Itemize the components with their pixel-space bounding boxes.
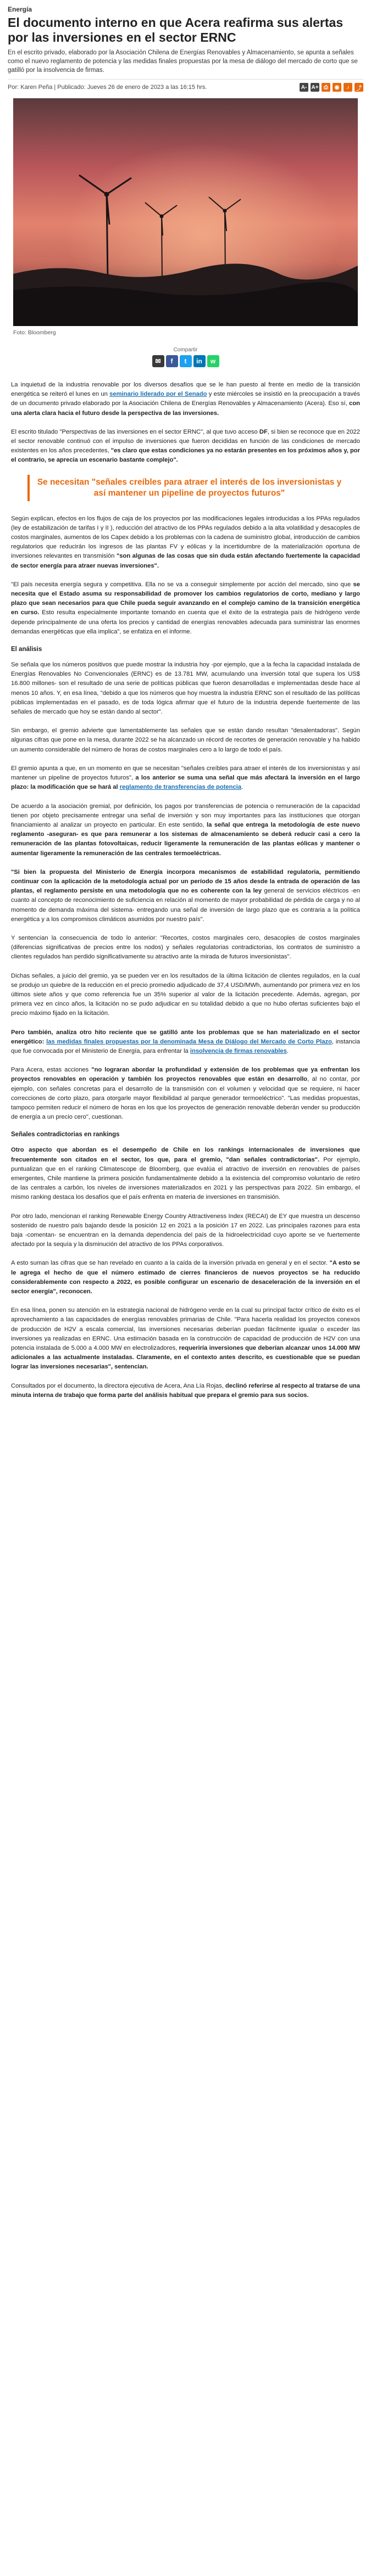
bold-text: DF <box>259 428 268 435</box>
text-run: , si bien se reconoce que en 2022 el sector renovable continuó con el impulso de inversiones que fueron decididas en función de las condiciones de mercado existentes en los años precedentes, <box>11 428 360 454</box>
text-run: El gremio apunta a que, en un momento en que se necesitan "señales creíbles para atraer el interés de los inversionistas y así mantener un pipeline de proyectos futuros", <box>11 765 360 782</box>
text-run: Sin embargo, el gremio advierte que lamentablemente las señales que se están dando resultan "desalentadoras". Según algunas cifras que pone en la mesa, durante 2022 se ha alcanzado un récord de recortes de generación renovable y ha habido un aumento considerable del número de horas de costos marginales cero a lo largo de todo el país. <box>11 727 360 753</box>
subheading: Señales contradictorias en rankings <box>11 1131 120 1138</box>
paragraph <box>11 802 360 858</box>
share-icon[interactable]: ⤴ <box>355 83 363 92</box>
hero-image <box>13 98 358 326</box>
section-tag[interactable]: Energía <box>8 5 32 13</box>
bold-text: con una alerta clara hacia el futuro desde la perspectiva de las inversiones. <box>11 400 360 417</box>
text-run: El escrito titulado "Perspectivas de las inversiones en el sector ERNC", al que tuvo acceso <box>11 428 259 435</box>
print-icon[interactable]: ⎙ <box>322 83 330 92</box>
text-run: La inquietud de la industria renovable por los diversos desafíos que se le han puesto al frente en medio de la transición energética se reiteró el lunes en un <box>11 381 360 398</box>
text-run: Esto resulta especialmente importante tomando en cuenta que el éxito de la estrategia país de hidrógeno verde depende principalmente de una oferta los precios y cantidad de energías renovables adecuada para suministrar las enormes demandas energéticas que ella implica", se enfatiza en el informe. <box>11 609 360 635</box>
paragraph <box>11 1212 360 1250</box>
image-caption: Foto: Bloomberg <box>13 329 56 336</box>
bold-text: "A esto se le agrega el hecho de que el número estimado de cierres financieros de nuevos proyectos se ha reducido considerablemente con respecto a 2022, es posible configurar un escenario de desaceleración de la inversión en el sector energía", reconocen. <box>11 1260 361 1295</box>
inline-link[interactable]: las medidas finales propuestas por la denominada Mesa de Diálogo del Mercado de Corto Plazo <box>46 1038 332 1045</box>
share-facebook-icon[interactable]: f <box>166 355 178 367</box>
text-run: "El país necesita energía segura y competitiva. Ella no se va a conseguir simplemente por acción del mercado, sino que <box>11 581 353 588</box>
bold-text: "Si bien la propuesta del Ministerio de Energía incorpora mecanismos de estabilidad regulatoria, permitiendo continuar con la aplicación de la metodología actual por un período de 15 años desde la entrada de operación de las plantas, el reglamento persiste en una metodología que no es coherente con la ley <box>11 868 360 895</box>
paragraph <box>11 868 360 924</box>
text-run: . <box>286 1047 289 1054</box>
share-buttons <box>152 355 219 367</box>
bold-text: Otro aspecto que abordan es el desempeño de Chile en los rankings internacionales de inversiones que frecuentemente son citados en el sector, los que, para el gremio, "dan señales contradictorias". <box>11 1147 360 1163</box>
font-decrease-button[interactable]: A- <box>300 83 308 92</box>
paragraph <box>11 1065 360 1122</box>
share-linkedin-icon[interactable]: in <box>193 355 206 367</box>
article-lede: En el escrito privado, elaborado por la Asociación Chilena de Energías Renovables y Almacenamiento, se apunta a señales como el nuevo reglamento de potencia y las medidas finales propuestas por la mesa de diálogo del mercado de corto que se gatilló por la insolvencia de firmas. <box>8 49 358 74</box>
pull-quote: Se necesitan "señales creíbles para atraer el interés de los inversionistas y así mantener un pipeline de proyectos futuros" <box>27 475 344 501</box>
text-run: y este miércoles se insistió en la preocupación a través de un documento privado elaborado por la Asociación Chilena de Energías Renovables y Almacenamiento (Acera). Eso sí, <box>11 391 360 407</box>
toolbar <box>300 83 363 92</box>
bold-text: Pero también, analiza otro hito reciente que se gatilló ante los problemas que se han materializado en el sector energético: <box>11 1029 360 1045</box>
paragraph <box>11 580 360 637</box>
subheading: El análisis <box>11 646 42 653</box>
bold-text: se necesita que el Estado asuma su responsabilidad de promover los cambios regulatorios de corto, mediano y largo plazo que sean necesarios para que Chile pueda seguir avanzando en el complejo camino de la transición energética en curso. <box>11 581 360 616</box>
inline-link[interactable]: seminario liderado por el Senado <box>109 391 207 398</box>
paragraph <box>11 1146 360 1202</box>
inline-link[interactable]: insolvencia de firmas renovables <box>190 1047 287 1054</box>
text-run: Dichas señales, a juicio del gremio, ya se pueden ver en los resultados de la última licitación de clientes regulados, en la cual se produjo un quiebre de la reducción en el precio promedio adjudicado de 37,4 USD/MWh, aumentando por primera vez en los últimos siete años y que como referencia fue un 35% superior al valor de la licitación precedente. Además, agregan, por primera vez en cinco años, la licitación no se pudo adjudicar en su totalidad debido a que no hubo ofertas suficientes bajo el precio máximo fijado en la licitación. <box>11 972 360 1017</box>
paragraph <box>11 660 360 717</box>
article-body <box>8 380 363 1400</box>
share-label: Compartir <box>173 347 198 353</box>
share-whatsapp-icon[interactable]: w <box>207 355 219 367</box>
bold-text: "son algunas de las cosas que sin duda están afectando fuertemente la capacidad de sector energía para atraer nuevas inversiones". <box>11 553 360 569</box>
text-run: De acuerdo a la asociación gremial, por definición, los pagos por transferencias de potencia o remuneración de la capacidad tienen por objeto precisamente entregar una señal de inversión y son muy importantes para las instituciones que otorgan financiamiento al analizar un proyecto en particular. En este sentido, <box>11 802 360 828</box>
bold-text: declinó referirse al respecto al tratarse de una minuta interna de trabajo que forma parte del análisis habitual que prepara el gremio para sus socios. <box>11 1382 360 1399</box>
audio-icon[interactable]: ♪ <box>344 83 352 92</box>
byline-row <box>8 79 363 94</box>
paragraph <box>11 428 360 465</box>
text-run: Por otro lado, mencionan el ranking Renewable Energy Country Attractiveness Index (RECAI) de EY que muestra un descenso sostenido de nuestro país bajando desde la posición 12 en 2021 a la posición 17 en 2022. Las principales razones para esta baja -comentan- se encuentran en la demanda dependencia del país de la hidroelectricidad cuyo aporte se ve fuertemente afectado por la sequía y la disminución del atractivo de los PPAs corporativos. <box>11 1213 360 1248</box>
paragraph <box>11 764 360 793</box>
paragraph <box>11 1028 360 1057</box>
paragraph <box>11 1306 360 1372</box>
bold-text: requeriría inversiones que deberían alcanzar unos 14.000 MW adicionales a las actualmente instaladas. Claramente, en el contexto antes descrito, es cuestionable que se puedan lograr las inversiones necesarias", sentencian. <box>11 1345 360 1371</box>
paragraph <box>11 934 360 962</box>
bold-text: la señal que entrega la metodología de este nuevo reglamento -aseguran- es que para remunerar a los sistemas de almacenamiento se deberá reducir casi a cero la remuneración de las plantas fotovoltaicas, reducir ligeramente la remuneración de las plantas eólicas y mantener o aumentar ligeramente la remuneración de las centrales termoeléctricas. <box>11 821 360 857</box>
paragraph <box>11 1259 360 1297</box>
font-increase-button[interactable]: A+ <box>311 83 319 92</box>
share-email-icon[interactable]: ✉ <box>152 355 164 367</box>
paragraph <box>11 514 360 571</box>
text-run: Consultados por el documento, la directora ejecutiva de Acera, Ana Lía Rojas, <box>11 1382 225 1389</box>
text-run: Se señala que los números positivos que puede mostrar la industria hoy -por ejemplo, que a la fecha la capacidad instalada de Energías Renovables No Convencionales (ERNC) es de 13.781 MW, acumulando una inversión total que supera los US$ 16.800 millones- son el resultado de una serie de políticas públicas que fueron desarrolladas e implementadas desde hace al menos 10 años. Y, en esa línea, "debido a que los números que hoy muestra la industria ERNC son el resultado de las políticas públicas implementadas en el pasado, es de toda lógica afirmar que el futuro de la industria depende fuertemente de las señales de mercado que hoy se están dando al sector". <box>11 661 360 716</box>
share-block <box>8 347 363 367</box>
share-twitter-icon[interactable]: t <box>180 355 192 367</box>
rss-icon[interactable]: ◉ <box>333 83 341 92</box>
bold-text: "es claro que estas condiciones ya no estarán presentes en los próximos años y, por el contrario, se aprecia un escenario bastante complejo". <box>11 447 360 464</box>
text-run: Según explican, efectos en los flujos de caja de los proyectos por las modificaciones legales introducidas a los PPAs regulados (ley de estabilización de tarifas I y II ), reducción del atractivo de los PPAs regulados debido a la alta volatilidad y desacoples de costos marginales, aumentos de los Capex debido a los problemas con la cadena de suministro global, introducción de cambios regulatorios que reducirán los ingresos de las plantas FV y eólicas y la incertidumbre de la materialización oportuna de inversiones relevantes en transmisión <box>11 515 360 560</box>
text-run: A esto suman las cifras que se han revelado en cuanto a la caída de la inversión privada en general y en el sector. <box>11 1260 330 1267</box>
inline-link[interactable]: reglamento de transferencias de potencia <box>119 784 242 791</box>
paragraph <box>11 726 360 755</box>
article-headline: El documento interno en que Acera reafirma sus alertas por las inversiones en el sector ERNC <box>8 15 344 44</box>
text-run: Y sentencian la consecuencia de todo lo anterior: "Recortes, costos marginales cero, desacoples de costos marginales (diferencias significativas de precios entre los nodos) y señales regulatorias contradictorias, los contratos de suministro a clientes regulados han perdido significativamente su atractivo ante la mirada de futuros inversionistas". <box>11 934 360 961</box>
text-run: , instancia que fue convocada por el Ministerio de Energía, para enfrentar la <box>11 1038 361 1054</box>
text-run: Para Acera, estas acciones <box>11 1067 92 1074</box>
byline: Por: Karen Peña | Publicado: Jueves 26 de enero de 2023 a las 16:15 hrs. <box>8 83 207 91</box>
text-run: En esa línea, ponen su atención en la estrategia nacional de hidrógeno verde en la cual su principal factor crítico de éxito es el aprovechamiento a las capacidades de energías renovables primarias de Chile. "Para hacerla realidad los proyectos conexos de producción de H2V a escala comercial, las inversiones necesarias deberían puedan fácilmente igualar o exceder las inversiones ya realizadas en ERNC. Una estimación basada en la construcción de capacidad de producción de H2V con una potencia instalada de 5.000 a 4.000 MW en electrolizadores, <box>11 1307 360 1352</box>
text-run: . <box>241 784 243 791</box>
bold-text: "no lograran abordar la profundidad y extensión de los problemas que ya enfrentan los proyectos renovables en operación y también los proyectos renovables que están en desarrollo <box>11 1067 360 1083</box>
paragraph <box>11 1382 360 1400</box>
text-run: , al no contar, por ejemplo, con señales concretas para el desarrollo de la transmisión con el volumen y velocidad que se requiere, ni hacer correcciones de corto plazo, para otorgarle mayor flexibilidad al parque generador termoeléctrico". "Las medidas propuestas, tampoco permiten reducir el número de horas en los que los proyectos de generación renovable deberán vender su producción de energía a un precio cero", cuestionan. <box>11 1076 360 1121</box>
text-run: Por ejemplo, puntualizan que en el ranking Climatescope de Bloomberg, que evalúa el atractivo de inversión en renovables de países emergentes, Chile mantiene la primera posición fundamentalmente debido a la existencia del compromiso voluntario de retiro de las centrales a carbón, los niveles de inversiones materializados en 2021 y las perspectivas para 2022. Sin embargo, el mismo ranking destaca los desafíos que el país enfrenta en materia de inversiones en transmisión. <box>11 1156 360 1201</box>
paragraph <box>11 380 360 418</box>
text-run: general de servicios eléctricos -en cuanto al concepto de reconocimiento de suficiencia en relación al momento de mayor probabilidad de pérdida de carga y no al momento de demanda máxima del sistema- entregando una señal de inversión de largo plazo que es contraria a la política energética y a los compromisos climáticos asumidos por nuestro país". <box>11 888 360 923</box>
paragraph <box>11 972 360 1019</box>
bold-text: a los anterior se suma una señal que más afectará la inversión en el largo plazo: la modificación que se hará al <box>11 775 360 791</box>
